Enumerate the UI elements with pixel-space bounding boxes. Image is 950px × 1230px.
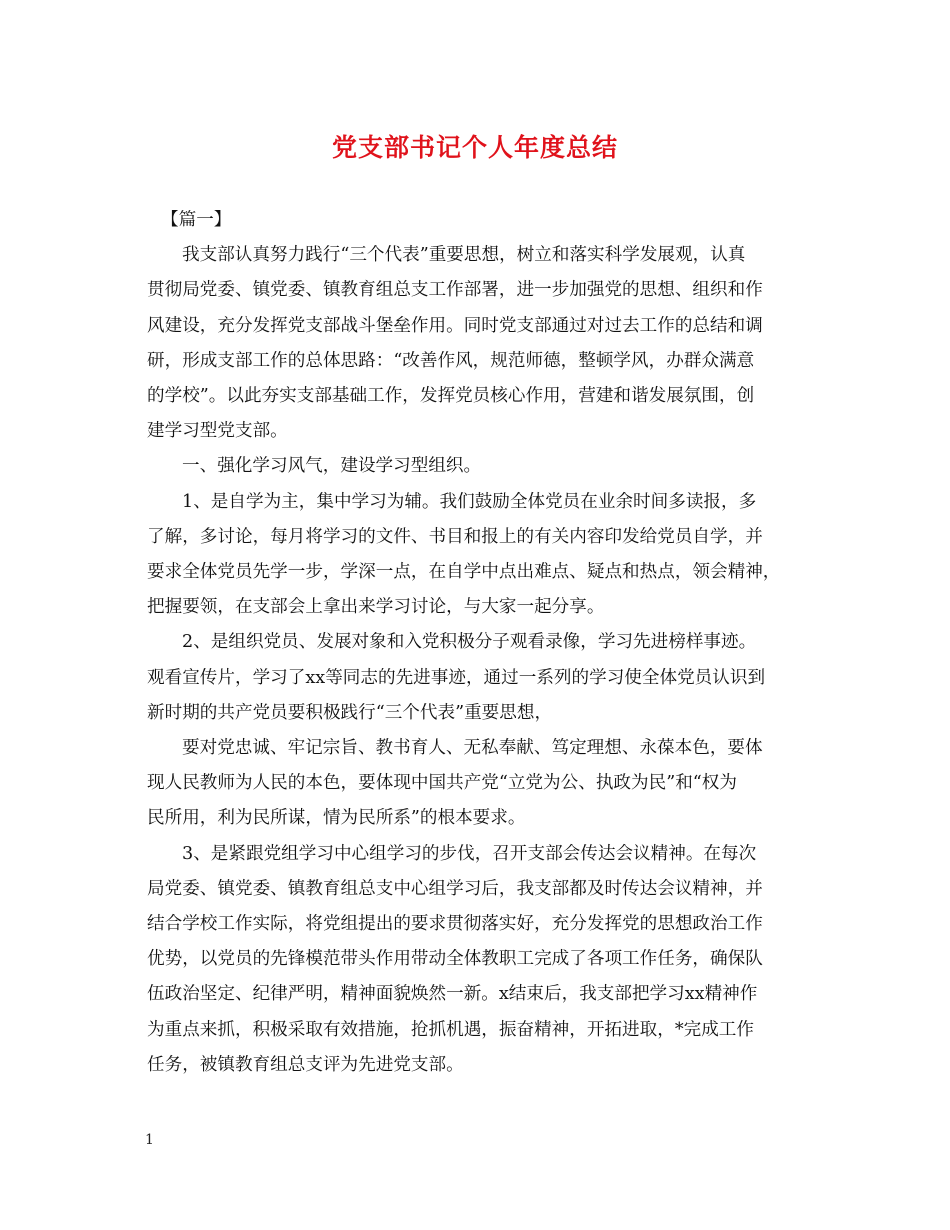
body-line: 优势，以党员的先锋模范带头作用带动全体教职工完成了各项工作任务，确保队 bbox=[147, 949, 763, 970]
body-line: 任务，被镇教育组总支评为先进党支部。 bbox=[147, 1054, 464, 1075]
body-line: 1、是自学为主，集中学习为辅。我们鼓励全体党员在业余时间多读报，多 bbox=[182, 491, 757, 512]
body-line: 现人民教师为人民的本色，要体现中国共产党“立党为公、执政为民”和“权为 bbox=[147, 773, 737, 794]
body-line: 民所用，利为民所谋，情为民所系”的根本要求。 bbox=[147, 808, 526, 829]
body-line: 要求全体党员先学一步，学深一点，在自学中点出难点、疑点和热点，领会精神， bbox=[147, 562, 781, 583]
body-line: 我支部认真努力践行“三个代表”重要思想，树立和落实科学发展观，认真 bbox=[182, 245, 746, 266]
body-line: 研，形成支部工作的总体思路：“改善作风，规范师德，整顿学风，办群众满意 bbox=[147, 350, 755, 371]
body-line: 把握要领，在支部会上拿出来学习讨论，与大家一起分享。 bbox=[147, 597, 605, 618]
body-line: 要对党忠诚、牢记宗旨、教书育人、无私奉献、笃定理想、永葆本色，要体 bbox=[182, 738, 763, 759]
body-line: 了解，多讨论，每月将学习的文件、书目和报上的有关内容印发给党员自学，并 bbox=[147, 526, 763, 547]
body-line: 结合学校工作实际，将党组提出的要求贯彻落实好，充分发挥党的思想政治工作 bbox=[147, 914, 763, 935]
body-line: 3、是紧跟党组学习中心组学习的步伐，召开支部会传达会议精神。在每次 bbox=[182, 843, 757, 864]
body-line: 为重点来抓，积极采取有效措施，抢抓机遇，振奋精神，开拓进取，*完成工作 bbox=[147, 1019, 754, 1040]
body-line: 局党委、镇党委、镇教育组总支中心组学习后，我支部都及时传达会议精神，并 bbox=[147, 878, 763, 899]
page-number: 1 bbox=[145, 1132, 154, 1148]
body-line: 的学校”。以此夯实支部基础工作，发挥党员核心作用，营建和谐发展氛围，创 bbox=[147, 386, 755, 407]
body-line: 贯彻局党委、镇党委、镇教育组总支工作部署，进一步加强党的思想、组织和作 bbox=[147, 280, 763, 301]
section-label: 【篇一】 bbox=[161, 210, 232, 230]
body-line: 新时期的共产党员要积极践行“三个代表”重要思想， bbox=[147, 702, 553, 723]
body-lines bbox=[147, 238, 812, 1083]
body-line: 一、强化学习风气，建设学习型组织。 bbox=[182, 456, 482, 477]
body-line: 风建设，充分发挥党支部战斗堡垒作用。同时党支部通过对过去工作的总结和调 bbox=[147, 315, 763, 336]
document-body bbox=[147, 203, 812, 1083]
body-line: 观看宣传片，学习了xx等同志的先进事迹，通过一系列的学习使全体党员认识到 bbox=[147, 667, 766, 688]
document-title: 党支部书记个人年度总结 bbox=[331, 133, 618, 162]
body-line: 伍政治坚定、纪律严明，精神面貌焕然一新。x结束后，我支部把学习xx精神作 bbox=[147, 984, 758, 1005]
body-line: 2、是组织党员、发展对象和入党积极分子观看录像，学习先进榜样事迹。 bbox=[182, 632, 757, 653]
body-line: 建学习型党支部。 bbox=[147, 421, 288, 442]
